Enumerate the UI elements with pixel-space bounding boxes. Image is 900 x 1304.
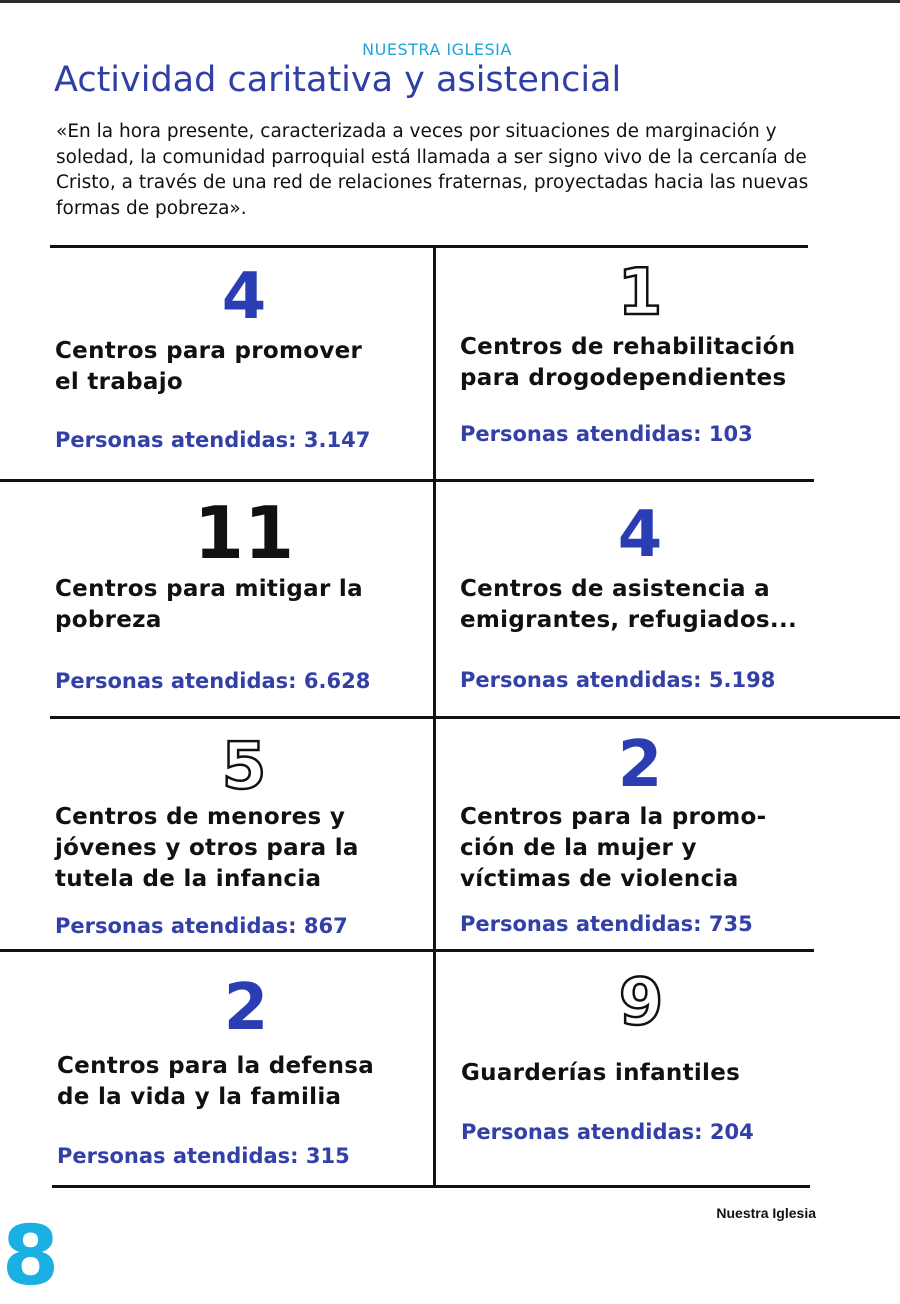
cell-description: Centros para mitigar la pobreza [55, 576, 363, 633]
stat-cell [460, 258, 860, 468]
stat-cell [55, 491, 433, 708]
cell-people-served: Personas atendidas: 204 [461, 1120, 754, 1144]
cell-description: Centros de rehabilitación para drogodependientes [460, 334, 796, 391]
cell-description: Centros para promover el trabajo [55, 338, 363, 395]
cell-description: Centros para la promo- ción de la mujer y víctimas de violencia [460, 804, 767, 892]
cell-number: 9 [618, 966, 664, 1040]
cell-number: 1 [617, 256, 663, 330]
stat-cell [460, 500, 860, 710]
cell-people-served: Personas atendidas: 6.628 [55, 669, 371, 693]
grid-rule-row1 [0, 479, 814, 482]
page-title: Actividad caritativa y asistencial [54, 60, 622, 100]
cell-people-served: Personas atendidas: 315 [57, 1144, 350, 1168]
stat-cell [55, 262, 433, 472]
section-kicker: NUESTRA IGLESIA [362, 40, 512, 59]
cell-number: 11 [193, 491, 295, 575]
cell-number: 2 [223, 971, 269, 1045]
cell-description: Centros de menores y jóvenes y otros para la tutela de la infancia [55, 804, 359, 892]
page-number: 8 [2, 1209, 60, 1304]
stat-cell [461, 968, 861, 1178]
cell-number: 2 [617, 728, 663, 802]
grid-rule-row3 [0, 949, 814, 952]
grid-rule-top [50, 245, 808, 248]
cell-number: 4 [221, 260, 267, 334]
stat-cell [55, 732, 433, 942]
intro-quote: «En la hora presente, caracterizada a veces por situaciones de marginación y soledad, la comunidad parroquial está llamada a ser signo vivo de la cercanía de Cristo, a través de una red de relaciones fraternas, proyectadas hacia las nuevas formas de pobreza». [56, 121, 809, 219]
cell-number: 5 [221, 730, 267, 804]
cell-people-served: Personas atendidas: 735 [460, 912, 753, 936]
cell-people-served: Personas atendidas: 867 [55, 914, 348, 938]
cell-people-served: Personas atendidas: 103 [460, 422, 753, 446]
cell-description: Centros para la defensa de la vida y la familia [57, 1053, 375, 1110]
stat-cell [460, 730, 860, 940]
publication-name: Nuestra Iglesia [716, 1205, 816, 1221]
cell-people-served: Personas atendidas: 3.147 [55, 428, 371, 452]
grid-rule-row2 [50, 716, 900, 719]
cell-people-served: Personas atendidas: 5.198 [460, 668, 776, 692]
scan-top-edge [0, 0, 900, 7]
grid-rule-bottom [52, 1185, 810, 1188]
cell-description: Guarderías infantiles [461, 1060, 741, 1086]
cell-number: 4 [617, 498, 663, 572]
cell-description: Centros de asistencia a emigrantes, refugiados... [460, 576, 798, 633]
stat-cell [57, 973, 435, 1183]
